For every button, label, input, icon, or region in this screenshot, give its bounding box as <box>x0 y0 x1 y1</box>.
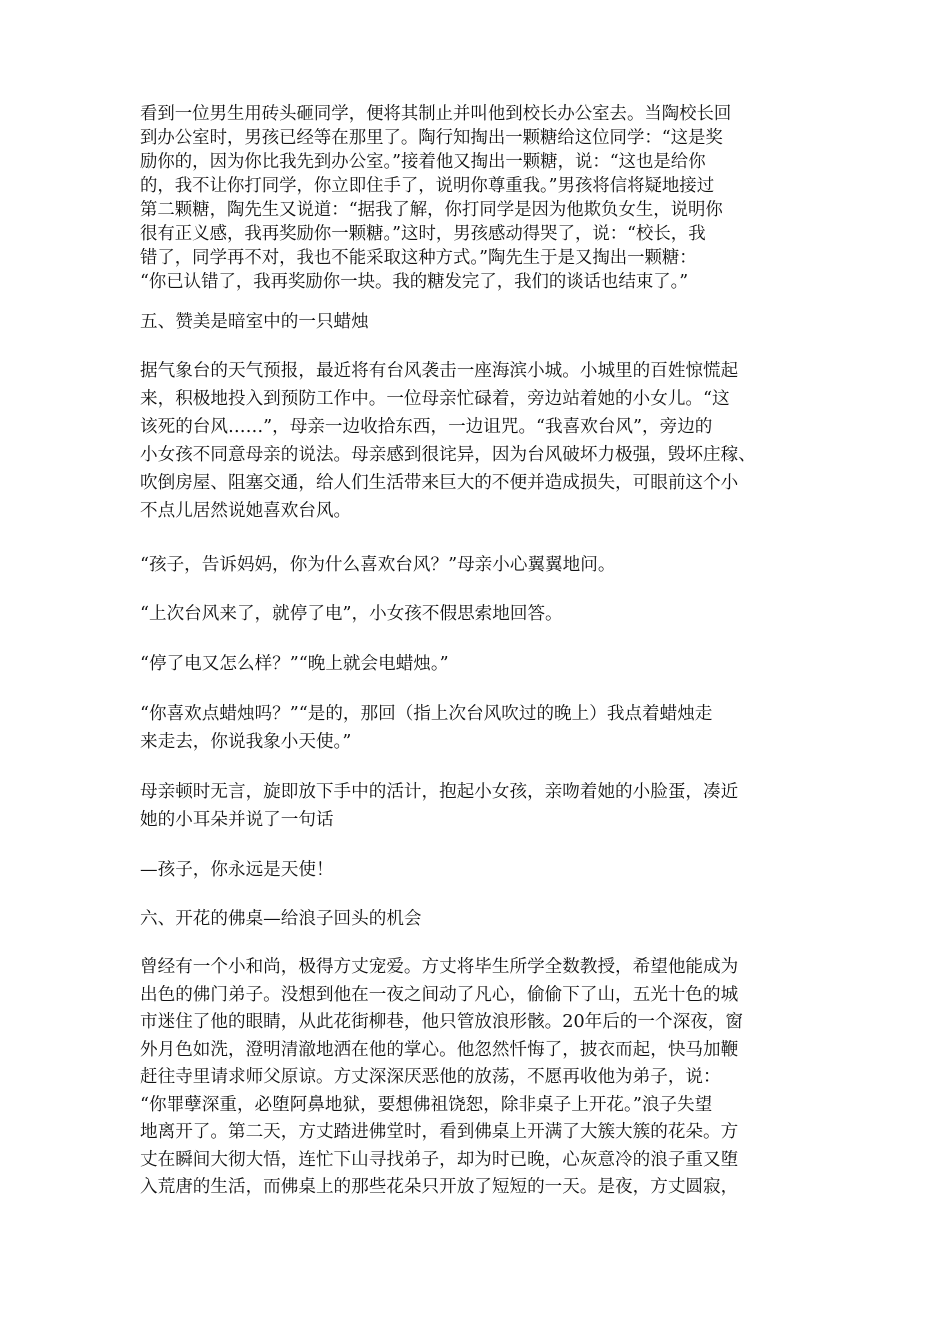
heading-text: 六、开花的佛桌—给浪子回头的机会 <box>140 909 422 929</box>
text-line: 错了，同学再不对，我也不能采取这种方式。”陶先生于是又掏出一颗糖： <box>140 248 697 268</box>
text-line: 来，积极地投入到预防工作中。一位母亲忙碌着，旁边站着她的小女儿。“这 <box>140 389 730 409</box>
text-line: 的，我不让你打同学，你立即住手了，说明你尊重我。”男孩将信将疑地接过 <box>140 176 715 196</box>
text-line: —孩子，你永远是天使！ <box>140 860 334 880</box>
typhoon-paragraph <box>140 357 820 525</box>
text-line: 入荒唐的生活，而佛桌上的那些花朵只开放了短短的一天。是夜，方丈圆寂， <box>140 1177 739 1197</box>
story-paragraph-tao-xingzhi <box>140 102 820 294</box>
heading-text: 五、赞美是暗室中的一只蜡烛 <box>140 312 369 332</box>
dialog-line-4 <box>140 700 820 756</box>
text-line: 赶往寺里请求师父原谅。方丈深深厌恶他的放荡，不愿再收他为弟子，说： <box>140 1067 721 1087</box>
dialog-line-3 <box>140 650 820 678</box>
text-line: 看到一位男生用砖头砸同学，便将其制止并叫他到校长办公室去。当陶校长回 <box>140 104 732 124</box>
text-line: 小女孩不同意母亲的说法。母亲感到很诧异，因为台风破坏力极强，毁坏庄稼、 <box>140 445 756 465</box>
text-line: 曾经有一个小和尚，极得方丈宠爱。方丈将毕生所学全数教授，希望他能成为 <box>140 957 739 977</box>
dialog-line-1 <box>140 551 820 579</box>
text-line: 市迷住了他的眼睛，从此花街柳巷，他只管放浪形骸。20年后的一个深夜，窗 <box>140 1012 743 1032</box>
dialog-line-2 <box>140 600 820 628</box>
text-line: “你喜欢点蜡烛吗？”“是的，那回（指上次台风吹过的晚上）我点着蜡烛走 <box>140 704 713 724</box>
text-line: 出色的佛门弟子。没想到他在一夜之间动了凡心，偷偷下了山，五光十色的城 <box>140 984 739 1005</box>
text-line: “你已认错了，我再奖励你一块。我的糖发完了，我们的谈话也结束了。” <box>140 272 689 292</box>
mother-paragraph <box>140 778 820 834</box>
text-line: 该死的台风……”，母亲一边收拾东西，一边诅咒。“我喜欢台风”，旁边的 <box>140 417 713 437</box>
dialog-text: “孩子，告诉妈妈，你为什么喜欢台风？”母亲小心翼翼地问。 <box>140 555 616 575</box>
text-line: 母亲顿时无言，旋即放下手中的活计，抱起小女孩，亲吻着她的小脸蛋，凑近 <box>140 782 739 802</box>
text-line: 不点儿居然说她喜欢台风。 <box>140 501 352 521</box>
angel-line <box>140 856 820 884</box>
text-line: 外月色如洗，澄明清澈地洒在他的掌心。他忽然忏悔了，披衣而起，快马加鞭 <box>140 1039 739 1060</box>
dialog-text: “停了电又怎么样？”“晚上就会电蜡烛。” <box>140 654 449 674</box>
text-line: 她的小耳朵并说了一句话 <box>140 810 334 830</box>
text-line: 很有正义感，我再奖励你一颗糖。”这时，男孩感动得哭了，说：“校长，我 <box>140 224 706 244</box>
text-line: 励你的，因为你比我先到办公室。”接着他又掏出一颗糖，说：“这也是给你 <box>140 152 706 172</box>
text-line: “你罪孽深重，必堕阿鼻地狱，要想佛祖饶恕，除非桌子上开花。”浪子失望 <box>140 1094 713 1115</box>
dialog-text: “上次台风来了，就停了电”，小女孩不假思索地回答。 <box>140 604 563 624</box>
monk-paragraph <box>140 954 820 1202</box>
text-line: 到办公室时，男孩已经等在那里了。陶行知掏出一颗糖给这位同学：“这是奖 <box>140 128 723 148</box>
text-line: 第二颗糖，陶先生又说道：“据我了解，你打同学是因为他欺负女生，说明你 <box>140 200 723 220</box>
text-line: 据气象台的天气预报，最近将有台风袭击一座海滨小城。小城里的百姓惊慌起 <box>140 361 739 381</box>
section-heading-5 <box>140 308 820 336</box>
section-heading-6 <box>140 905 820 933</box>
text-line: 丈在瞬间大彻大悟，连忙下山寻找弟子，却为时已晚，心灰意冷的浪子重又堕 <box>140 1149 739 1170</box>
text-line: 地离开了。第二天，方丈踏进佛堂时，看到佛桌上开满了大簇大簇的花朵。方 <box>140 1122 739 1142</box>
text-line: 吹倒房屋、阻塞交通，给人们生活带来巨大的不便并造成损失，可眼前这个小 <box>140 473 739 493</box>
text-line: 来走去，你说我象小天使。” <box>140 732 352 752</box>
